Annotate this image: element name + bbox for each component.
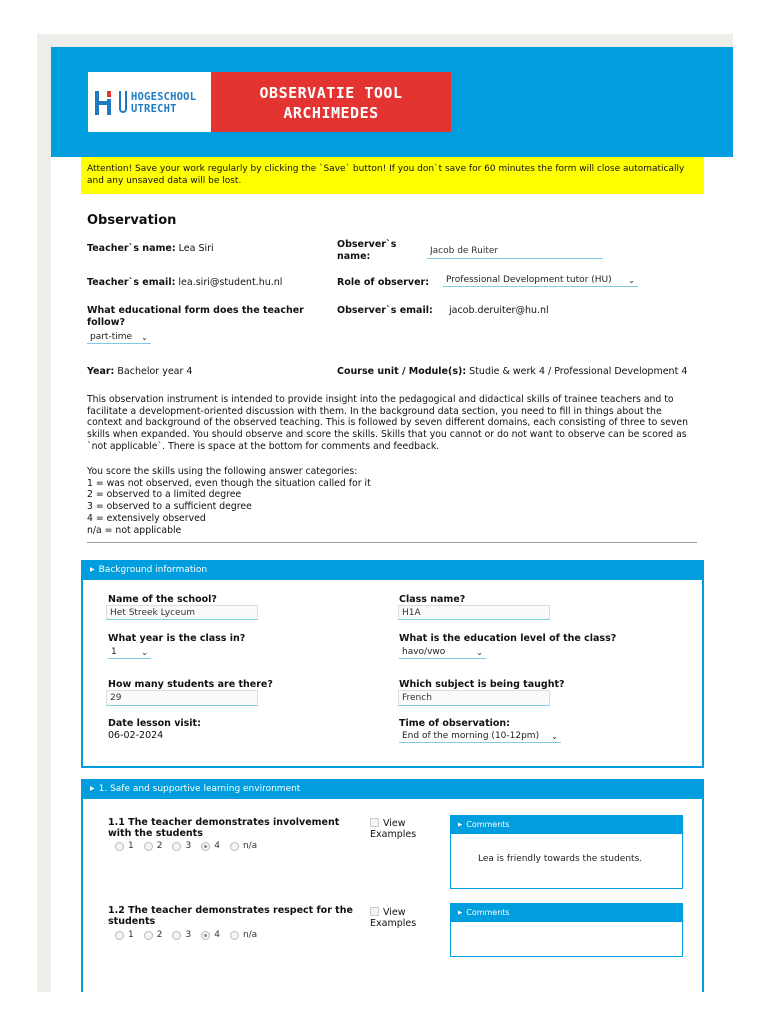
- teacher-name-value: Lea Siri: [178, 243, 214, 254]
- observer-email-value: jacob.deruiter@hu.nl: [449, 305, 549, 316]
- radio-na[interactable]: [230, 930, 257, 940]
- role-label: Role of observer:: [337, 277, 430, 288]
- comments-box[interactable]: [450, 834, 683, 889]
- intro-text: This observation instrument is intended to provide insight into the pedagogical and didactical skills of trainee teachers and to facilitate a development-oriented discussion with them. In the background data section, you need to fill in things about the context and background of the observed teaching. This is followed by seven different domains, each consisting of three to seven skills when expanded. You should observe and score the skills. Skills that you cannot or do not want to observe can be scored as `not applicable`. There is space at the bottom for comments and feedback.: [87, 394, 688, 452]
- tool-title-banner: [211, 72, 451, 132]
- subject-label: Which subject is being taught?: [399, 679, 565, 690]
- radio-icon: [172, 931, 181, 940]
- scale-list: [87, 466, 699, 536]
- section-1-header[interactable]: [81, 779, 704, 799]
- scale-item: 4 = extensively observed: [87, 512, 206, 524]
- expand-triangle-icon: ▶: [90, 785, 95, 792]
- school-label: Name of the school?: [108, 594, 217, 605]
- radio-3[interactable]: [172, 930, 191, 940]
- radio-icon: [172, 842, 181, 851]
- time-label: Time of observation:: [399, 718, 510, 729]
- radio-icon: [144, 842, 153, 851]
- course-value: Studie & werk 4 / Professional Development 4: [469, 366, 688, 377]
- view-examples-toggle[interactable]: [370, 818, 426, 840]
- radio-icon: [230, 931, 239, 940]
- radio-label: 3: [185, 930, 192, 940]
- teacher-email-label: Teacher`s email:: [87, 277, 176, 288]
- radio-1[interactable]: [115, 930, 134, 940]
- radio-icon: [115, 842, 124, 851]
- background-heading: Background information: [98, 565, 208, 575]
- checkbox-icon: [370, 907, 379, 916]
- radio-label: 1: [128, 841, 134, 851]
- tool-title-line-2: ARCHIMEDES: [283, 104, 379, 122]
- class-name-input[interactable]: [398, 605, 550, 620]
- observer-name-label: Observer`s name:: [337, 239, 397, 262]
- role-select[interactable]: [443, 274, 638, 287]
- view-examples-toggle[interactable]: [370, 907, 426, 929]
- radio-icon: [230, 842, 239, 851]
- date-value: 06-02-2024: [108, 730, 164, 741]
- view-examples-label: View Examples: [370, 818, 417, 840]
- radio-label: 1: [128, 930, 134, 940]
- logo-line-1: HOGESCHOOL: [131, 91, 197, 103]
- radio-checked-icon: [201, 931, 210, 940]
- level-value: havo/vwo: [402, 647, 446, 657]
- teacher-name-label: Teacher`s name:: [87, 243, 176, 254]
- save-warning: Attention! Save your work regularly by clicking the `Save` button! If you don`t save for 60 minutes the form will close automatically and any unsaved data will be lost.: [81, 157, 704, 194]
- chevron-down-icon: ⌄: [628, 275, 635, 285]
- observer-email-label: Observer`s email:: [337, 305, 433, 316]
- teacher-email-value: lea.siri@student.hu.nl: [178, 277, 283, 288]
- edu-form-select[interactable]: [87, 331, 151, 344]
- observation-title: Observation: [87, 213, 177, 228]
- radio-na[interactable]: [230, 841, 257, 851]
- radio-label: 2: [156, 841, 163, 851]
- course-row: [337, 366, 687, 377]
- radio-label: 4: [214, 930, 220, 940]
- chevron-down-icon: ⌄: [141, 332, 148, 342]
- tool-title-line-1: OBSERVATIE TOOL: [259, 84, 403, 102]
- time-select[interactable]: [399, 730, 561, 743]
- chevron-down-icon: ⌄: [476, 647, 483, 657]
- role-value: Professional Development tutor (HU): [446, 275, 612, 285]
- edu-form-label: What educational form does the teacher follow?: [87, 305, 304, 328]
- checkbox-icon: [370, 818, 379, 827]
- scale-item: 1 = was not observed, even though the situation called for it: [87, 477, 371, 489]
- chevron-down-icon: ⌄: [551, 731, 558, 741]
- radio-3[interactable]: [172, 841, 191, 851]
- background-section-header[interactable]: [81, 560, 704, 580]
- radio-label: 4: [214, 841, 220, 851]
- students-label: How many students are there?: [108, 679, 273, 690]
- year-value: Bachelor year 4: [117, 366, 193, 377]
- class-name-label: Class name?: [399, 594, 466, 605]
- radio-checked-icon: [201, 842, 210, 851]
- observer-name-input[interactable]: [427, 244, 603, 259]
- time-value: End of the morning (10-12pm): [402, 731, 540, 741]
- teacher-email-row: [87, 277, 282, 288]
- year-label: Year:: [87, 366, 115, 377]
- expand-triangle-icon: ▶: [458, 822, 463, 828]
- class-year-select[interactable]: [108, 646, 151, 659]
- comments-header[interactable]: [450, 815, 683, 834]
- radio-label: n/a: [242, 841, 258, 851]
- subject-input[interactable]: [398, 690, 550, 706]
- radio-icon: [144, 931, 153, 940]
- logo-line-2: UTRECHT: [131, 103, 177, 115]
- radio-label: n/a: [242, 930, 258, 940]
- scale-item: 3 = observed to a sufficient degree: [87, 501, 252, 513]
- scale-intro: You score the skills using the following answer categories:: [87, 466, 358, 477]
- skill-1-1-radio-group: [115, 841, 267, 851]
- level-label: What is the education level of the class?: [399, 633, 617, 644]
- radio-4[interactable]: [201, 930, 220, 940]
- teacher-name-row: [87, 243, 214, 254]
- radio-2[interactable]: [144, 930, 163, 940]
- radio-label: 2: [156, 930, 163, 940]
- radio-4[interactable]: [201, 841, 220, 851]
- expand-triangle-icon: ▶: [458, 910, 463, 916]
- scale-item: n/a = not applicable: [87, 524, 182, 536]
- school-input[interactable]: [106, 605, 258, 620]
- skill-1-2-title: 1.2 The teacher demonstrates respect for the students: [108, 905, 353, 927]
- year-row: [87, 366, 192, 377]
- skill-1-2-radio-group: [115, 930, 267, 940]
- edu-form-value: part-time: [90, 332, 133, 342]
- view-examples-label: View Examples: [370, 907, 417, 929]
- date-label: Date lesson visit:: [108, 718, 201, 729]
- comments-label: Comments: [466, 908, 510, 917]
- comments-label: Comments: [466, 820, 510, 829]
- comment-text: Lea is friendly towards the students.: [478, 854, 643, 864]
- skill-1-1-title: 1.1 The teacher demonstrates involvement with the students: [108, 817, 340, 839]
- level-select[interactable]: [399, 646, 486, 659]
- chevron-down-icon: ⌄: [141, 647, 148, 657]
- comments-header[interactable]: [450, 903, 683, 922]
- hu-logo-text: [131, 91, 196, 115]
- comments-box[interactable]: [450, 922, 683, 957]
- class-year-label: What year is the class in?: [108, 633, 246, 644]
- class-year-value: 1: [111, 647, 117, 657]
- radio-icon: [115, 931, 124, 940]
- radio-2[interactable]: [144, 841, 163, 851]
- students-input[interactable]: [106, 690, 258, 706]
- hu-logo-icon: [93, 89, 129, 117]
- divider: [87, 542, 697, 543]
- section-1-heading: 1. Safe and supportive learning environment: [98, 784, 301, 794]
- radio-1[interactable]: [115, 841, 134, 851]
- scale-item: 2 = observed to a limited degree: [87, 489, 242, 501]
- course-label: Course unit / Module(s):: [337, 366, 467, 377]
- expand-triangle-icon: ▶: [90, 566, 95, 573]
- radio-label: 3: [185, 841, 192, 851]
